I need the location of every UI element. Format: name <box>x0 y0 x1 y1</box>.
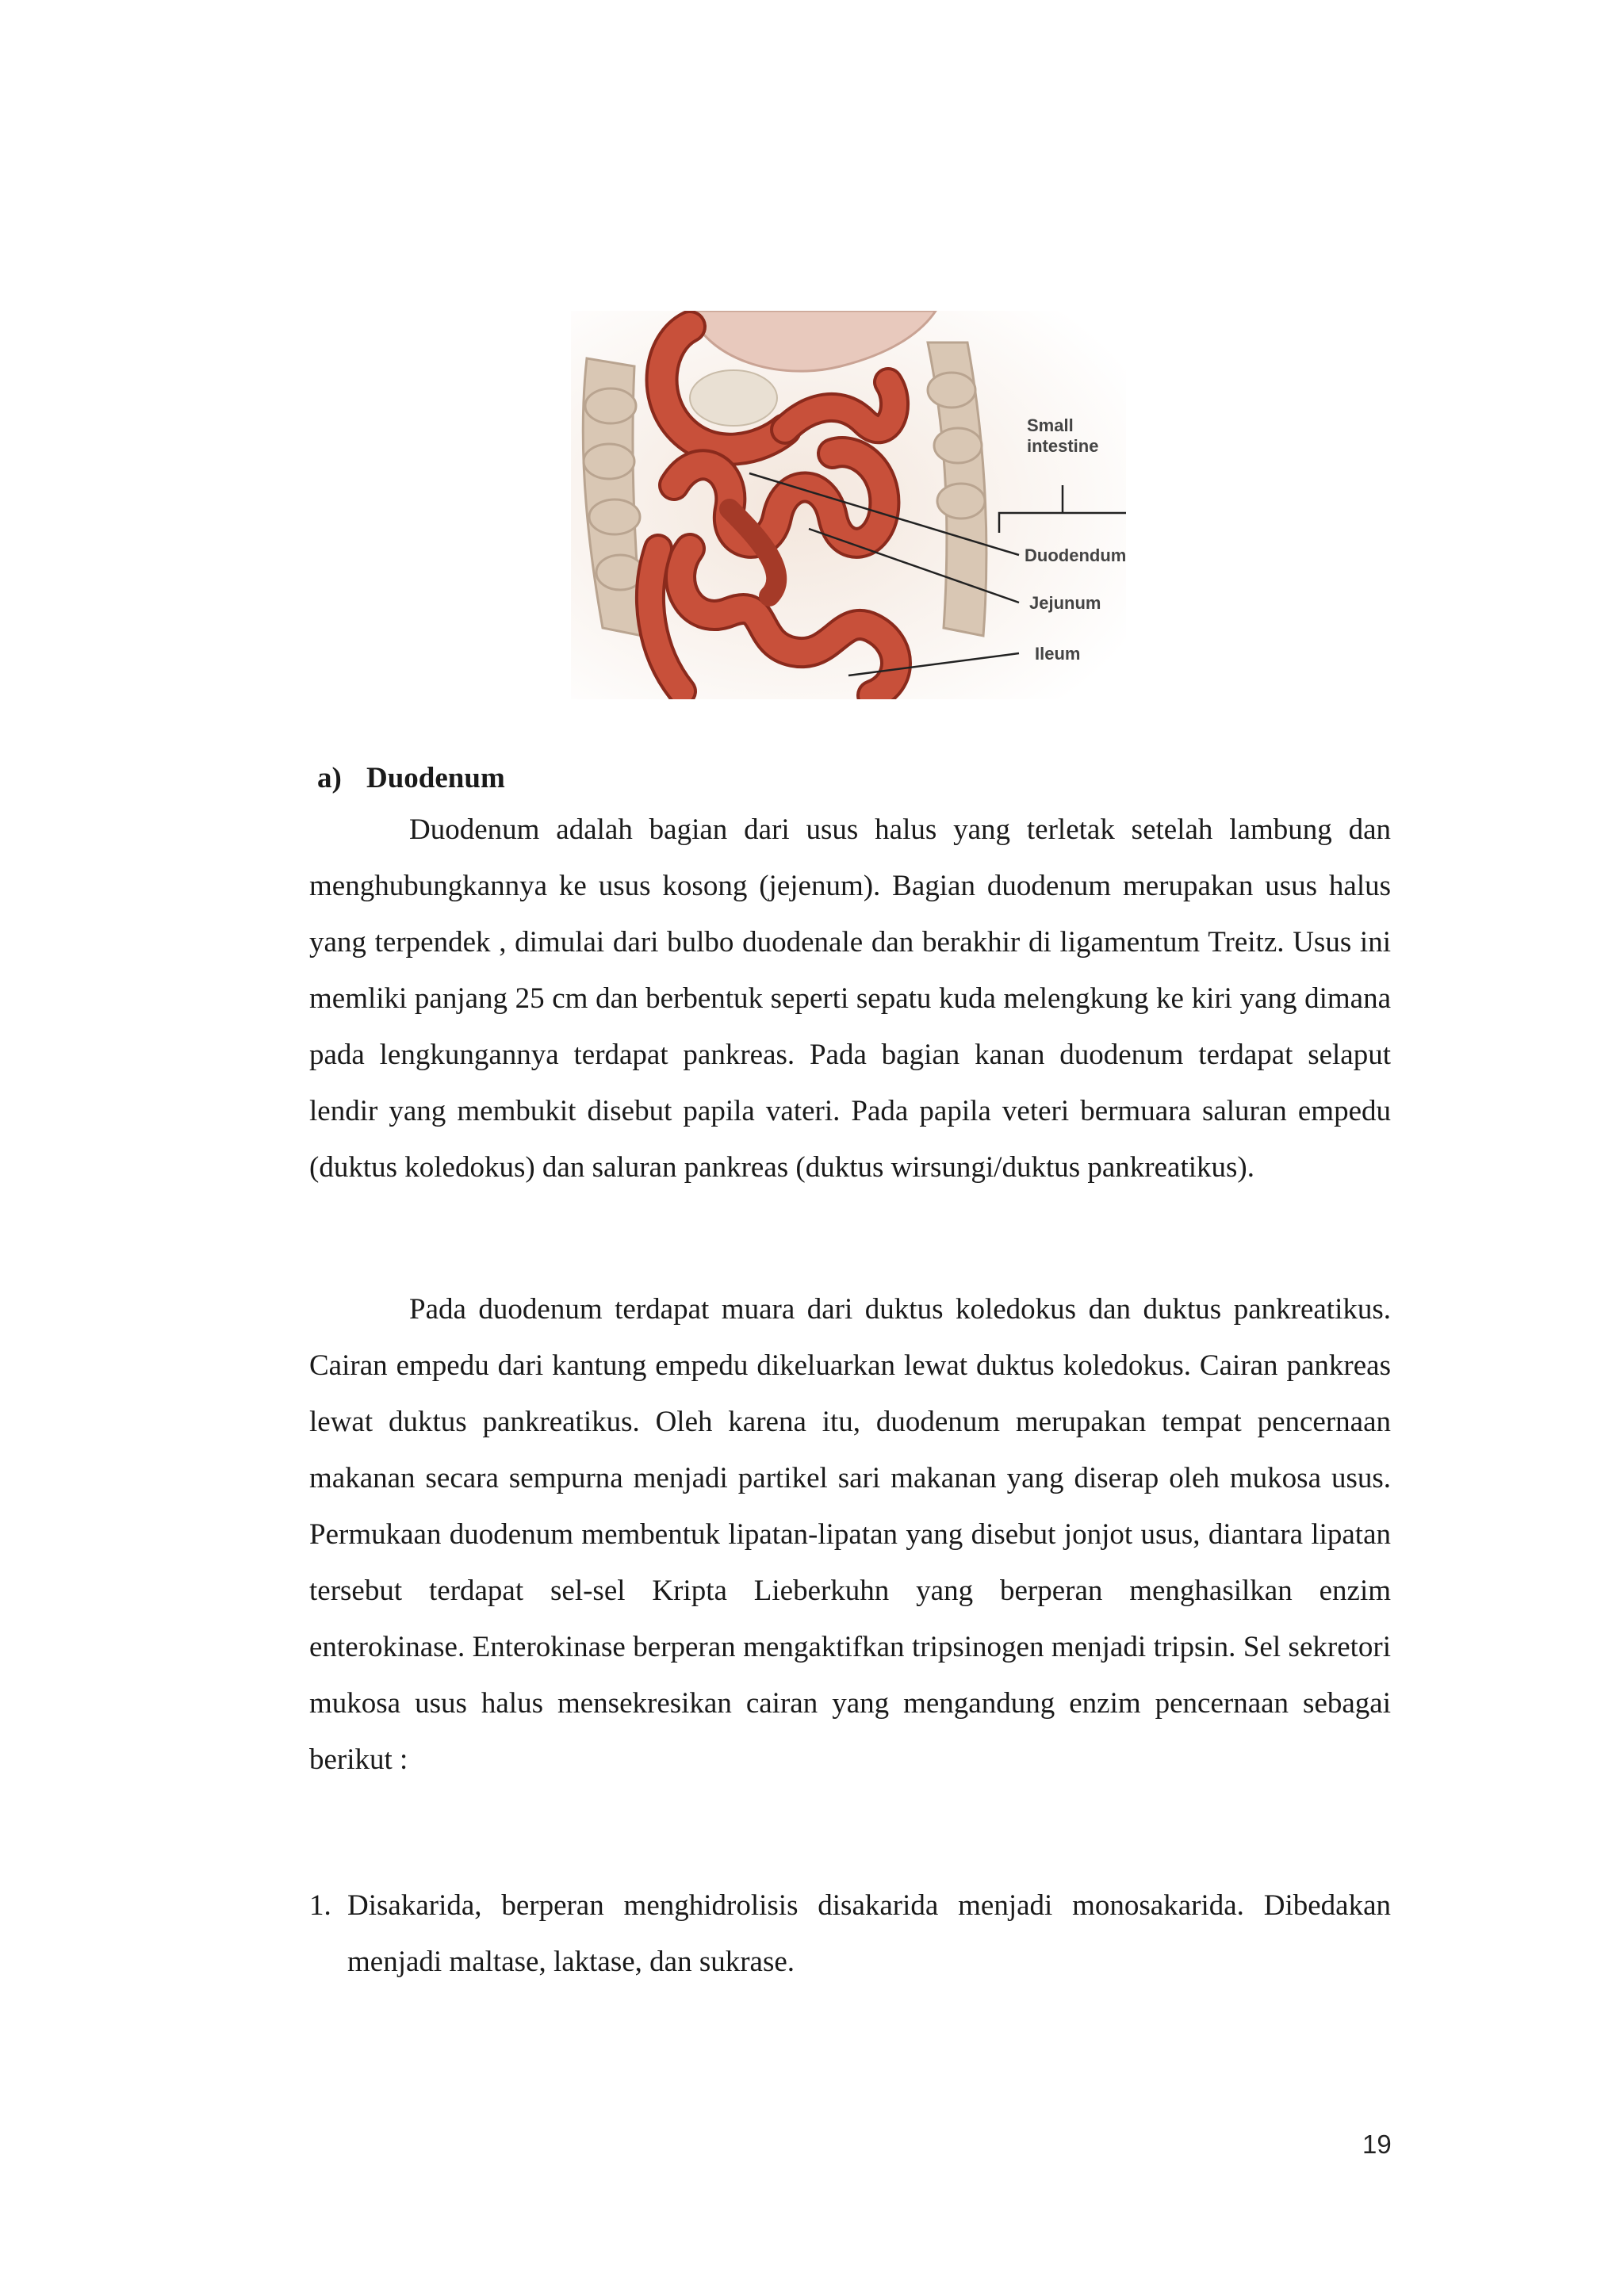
list-item-number: 1. <box>309 1889 331 1922</box>
intestine-svg <box>571 311 1126 699</box>
label-small: Small <box>1027 415 1074 435</box>
label-ileum: Ileum <box>1035 644 1081 664</box>
page-number: 19 <box>1362 2130 1392 2159</box>
enzyme-list <box>309 1877 1391 1990</box>
list-item <box>309 1877 1391 1990</box>
label-intestine: intestine <box>1027 436 1099 456</box>
section-marker: a) <box>317 762 342 794</box>
pancreas <box>690 370 777 426</box>
section-title: Duodenum <box>366 762 505 794</box>
label-duodenum: Duodendum <box>1025 545 1126 565</box>
label-jejunum: Jejunum <box>1029 593 1101 613</box>
paragraph-1: Duodenum adalah bagian dari usus halus yang terletak setelah lambung dan menghubungkannya ke usus kosong (jejenum). Bagian duodenum merupakan usus halus yang terpendek , dimulai dari bulbo duodenale dan berakhir di ligamentum Treitz. Usus ini memliki panjang 25 cm dan berbentuk seperti sepatu kuda melengkung ke kiri yang dimana pada lengkungannya terdapat pankreas. Pada bagian kanan duodenum terdapat selaput lendir yang membukit disebut papila vateri. Pada papila veteri bermuara saluran empedu (duktus koledokus) dan saluran pankreas (duktus wirsungi/duktus pankreatikus). <box>309 813 1391 1184</box>
list-item-text: Disakarida, berperan menghidrolisis disakarida menjadi monosakarida. Dibedakan menjadi maltase, laktase, dan sukrase. <box>347 1889 1391 1978</box>
section-heading <box>317 760 505 798</box>
paragraph-2: Pada duodenum terdapat muara dari duktus koledokus dan duktus pankreatikus. Cairan empedu dari kantung empedu dikeluarkan lewat duktus koledokus. Cairan pankreas lewat duktus pankreatikus. Oleh karena itu, duodenum merupakan tempat pencernaan makanan secara sempurna menjadi partikel sari makanan yang diserap oleh mukosa usus. Permukaan duodenum membentuk lipatan-lipatan yang disebut jonjot usus, diantara lipatan tersebut terdapat sel-sel Kripta Lieberkuhn yang berperan menghasilkan enzim enterokinase. Enterokinase berperan mengaktifkan tripsinogen menjadi tripsin. Sel sekretori mukosa usus halus mensekresikan cairan yang mengandung enzim pencernaan sebagai berikut : <box>309 1293 1391 1776</box>
small-intestine-illustration <box>571 311 1126 699</box>
